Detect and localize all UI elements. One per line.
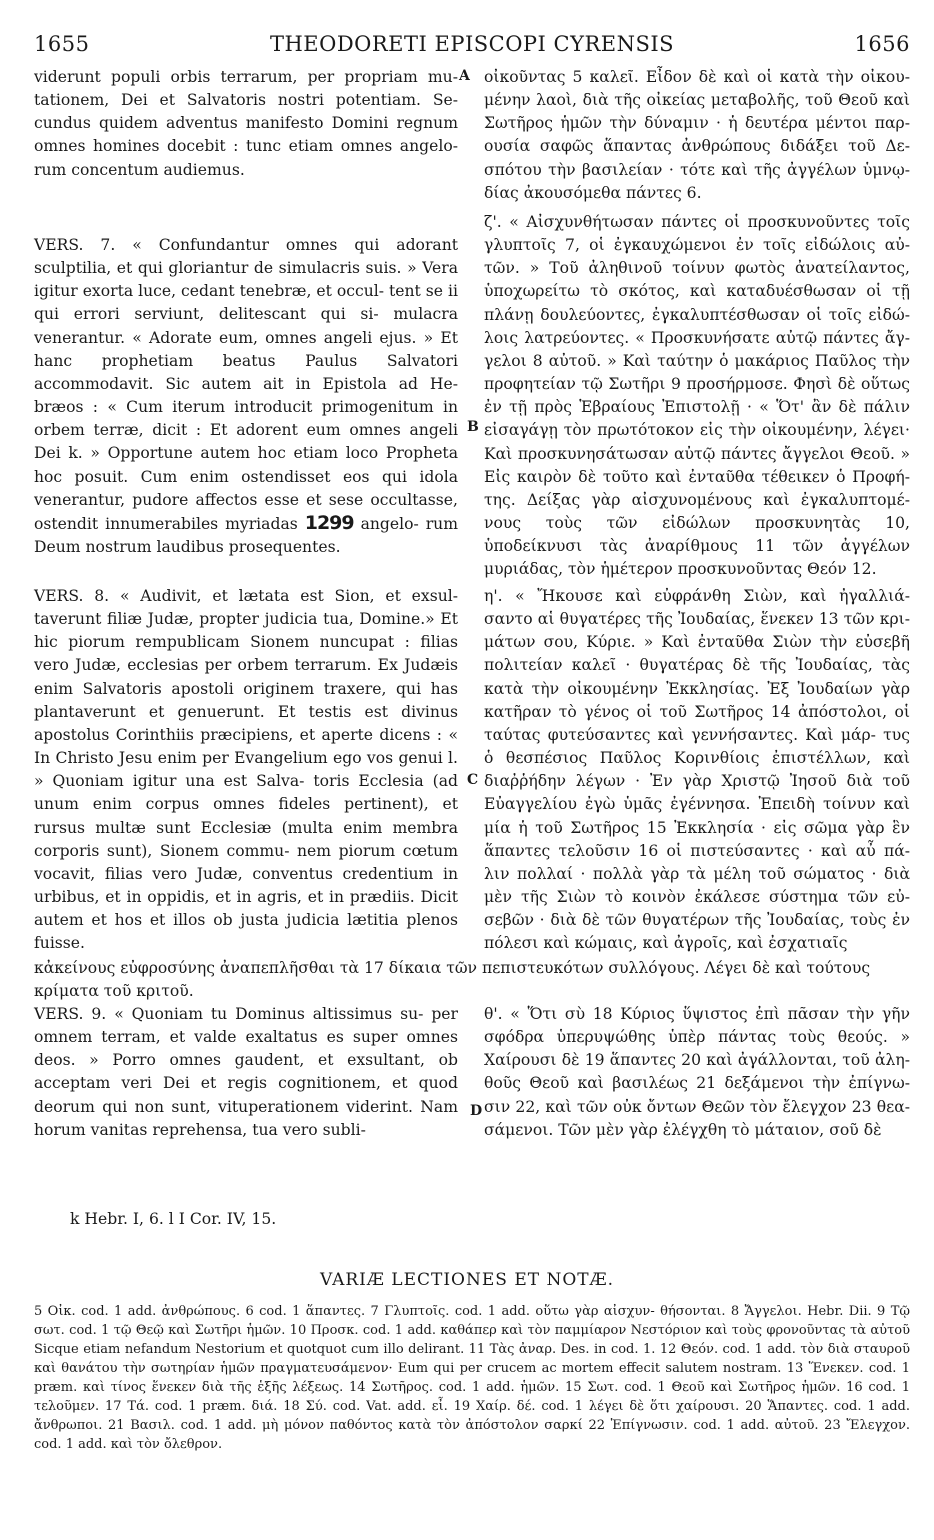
greek-text-4: θ'. « Ὅτι σὺ 18 Κύριος ὕψιστος ἐπὶ πᾶσαν τὴν γῆν σφόδρα ὑπερυψώθης ὑπὲρ πάντας τοὺς θεούς. » Χαίρουσι δὲ 19 ἅπαντες 20 καὶ ἀγάλλονται, τοῦ ἀλη- θοῦς Θεοῦ καὶ βασιλέως 21 δεξάμενοι τὴν ἐπίγνω- σιν 22, καὶ τῶν οὐκ ὄντων Θεῶν τὸν ἔλεγχον 23 θεα- σάμενοι. Τῶν μὲν γὰρ ἐλέγχθη τὸ μάταιον, σοῦ δὲ [484,1005,910,1139]
greek-full-width-line: κἀκείνους εὐφροσύνης ἀναπεπλῆσθαι τὰ 17 δίκαια τῶν πεπιστευκότων συλλόγους. Λέγει δὲ καὶ τούτους κρίματα τοῦ κριτοῦ. [34,959,871,1001]
margin-letter-d: D [470,1103,483,1119]
margin-letter-b: B [467,419,479,435]
greek-paragraph-2 [484,211,910,582]
running-title: THEODORETI EPISCOPI CYRENSIS [269,32,675,56]
latin-text-2 [34,234,458,559]
latin-text-4: VERS. 9. « Quoniam tu Dominus altissimus su- per omnem terram, et valde exaltatus es super omnes deos. » Porro omnes gaudent, et exsultant, ob acceptam veri Dei et regis cognitionem, et quod deorum qui non sunt, vituperationem viderint. Nam horum vanitas reprehensa, tua vero subli- [34,1005,458,1139]
variant-readings-notes: 5 Οἰκ. cod. 1 add. ἀνθρώπους. 6 cod. 1 ἅπαντες. 7 Γλυπτοῖς. cod. 1 add. οὕτω γὰρ αἰσχυν- θήσονται. 8 Ἄγγελοι. Hebr. Dii. 9 Τῷ σωτ. cod. 1 τῷ Θεῷ καὶ Σωτῆρι ἡμῶν. 10 Προσκ. cod. 1 add. καθάπερ καὶ τὸν παμμίαρον Νεστόριον καὶ τοὺς φρονοῦντας τὰ αὐτοῦ Sicque etiam nefandum Nestorium et quotquot cum illo delirant. 11 Τὰς ἀναρ. Des. in cod. 1. 12 Θεόν. cod. 1 add. τὸν διὰ σταυροῦ καὶ θανάτου τὴν σωτηρίαν ἡμῶν πραγματευσάμενον· Eum qui per crucem ac mortem effecit salutem nostram. 13 Ἕνεκεν. cod. 1 præm. καὶ τίνος ἕνεκεν διὰ τῆς ἑξῆς λέξεως. 14 Σωτῆρος. cod. 1 add. ἡμῶν. 15 Σωτ. cod. 1 Θεοῦ καὶ Σωτῆρος ἡμῶν. 16 cod. 1 τελοῦμεν. 17 Τά. cod. 1 præm. διά. 18 Σύ. cod. Vat. add. εἶ. 19 Χαίρ. δέ. cod. 1 λέγει δὲ ὅτι χαίρουσι. 20 Ἅπαντες. cod. 1 add. ἄνθρωποι. 21 Βασιλ. cod. 1 add. μὴ μόνον παθόντος κατὰ τὸν ἀπόστολον σαρκί 22 Ἐπίγνωσιν. cod. 1 add. αὐτοῦ. 23 Ἔλεγχον. cod. 1 add. καὶ τὸν ὄλεθρον. [34,1304,910,1452]
latin-text-2-body: VERS. 7. « Confundantur omnes qui adorant sculptilia, et qui gloriantur de simulacris suis. » Vera igitur exorta luce, cedant tenebræ, et occul- tent se ii qui errori serviunt, delitescant qui si- mulacra venerantur. « Adorate eum, omnes angeli ejus. » Et hanc prophetiam beatus Paulus Salvatori accommodavit. Sic autem ait in Epistola ad He- bræos : « Cum iterum introducit primogenitum in orbem terræ, dicit : Et adorent eum omnes angeli Dei k. » Opportune autem hoc etiam loco Propheta hoc posuit. Cum enim ostendisset eos qui idola venerantur, pudore affectos esse et sese occultasse, ostendit innumerabiles myriadas [34,236,458,533]
latin-paragraph-3 [34,585,458,956]
latin-text-1: viderunt populi orbis terrarum, per propriam mu- tationem, Dei et Salvatoris nostri potentiam. Se- cundus quidem adventus manifesto Domini regnum omnes homines docebit : tunc etiam omnes angelo- rum concentum audiemus. [34,68,458,179]
column-number-badge: 1299 [304,511,354,534]
margin-letter-c: C [467,772,479,788]
latin-text-2-end: angelo- rum Deum nostrum laudibus prosequentes. [34,514,458,557]
greek-text-3: η'. « Ἤκουσε καὶ εὐφράνθη Σιὼν, καὶ ἠγαλλιά- σαντο αἱ θυγατέρες τῆς Ἰουδαίας, ἕνεκεν 13 τῶν κρι- μάτων σου, Κύριε. » Καὶ ἐνταῦθα Σιὼν τὴν εὐσεβῆ πολιτείαν καλεῖ · θυγατέρας δὲ τῆς Ἰουδαίας, τὰς κατὰ τὴν οἰκουμένην Ἐκκλησίας. Ἐξ Ἰουδαίων γὰρ κατῆραν τὸ γένος οἱ τοῦ Σωτῆρος 14 ἀπόστολοι, οἱ ταύτας φυτεύσαντες καὶ γεννήσαντες. Καὶ μάρ- τυς ὁ θεσπέσιος Παῦλος Κορινθίοις ἐπιστέλλων, καὶ διαῤῥήδην λέγων · Ἐν γὰρ Χριστῷ Ἰησοῦ διὰ τοῦ Εὐαγγελίου ἐγὼ ὑμᾶς ἐγέννησα. Ἐπειδὴ τοίνυν καὶ μία ἡ τοῦ Σωτῆρος 15 Ἐκκλησία · εἰς σῶμα γὰρ ἓν ἅπαντες τελοῦσιν 16 οἱ πιστεύσαντες · καὶ αὖ πά- λιν πολλαί · πολλὰ γὰρ τὰ μέλη τοῦ σώματος · διὰ μὲν τῆς Σιὼν τὸ κοινὸν ἐκάλεσε σύστημα τῶν εὐ- σεβῶν · διὰ δὲ τῶν θυγατέρων τῆς Ἰουδαίας, τοὺς ἐν πόλεσι καὶ κώμαις, καὶ ἀγροῖς, καὶ ἐσχατιαῖς [484,587,910,953]
page-number-right: 1656 [854,32,910,56]
greek-paragraph-1 [484,66,910,205]
margin-letter-a: A [459,68,470,84]
latin-paragraph-1 [34,66,458,182]
latin-paragraph-2 [34,234,458,559]
page-header [34,32,910,62]
scripture-footnotes: k Hebr. I, 6. l I Cor. IV, 15. [70,1210,277,1228]
greek-text-2: ζ'. « Αἰσχυνθήτωσαν πάντες οἱ προσκυνοῦντες τοῖς γλυπτοῖς 7, οἱ ἐγκαυχώμενοι ἐν τοῖς εἰδώλοις αὐ- τῶν. » Τοῦ ἀληθινοῦ τοίνυν φωτὸς ἀνατείλαντος, ὑποχωρείτω τὸ σκότος, καὶ καταδυέσθωσαν οἱ τῇ πλάνῃ δουλεύοντες, ἐγκαλυπτέσθωσαν οἱ τοῖς εἰδώ- λοις λατρεύοντες. « Προσκυνήσατε αὐτῷ πάντες ἄγ- γελοι 8 αὐτοῦ. » Καὶ ταύτην ὁ μακάριος Παῦλος τὴν προφητείαν τῷ Σωτῆρι 9 προσήρμοσε. Φησὶ δὲ οὕτως ἐν τῇ πρὸς Ἑβραίους Ἐπιστολῇ · « Ὅτ' ἂν δὲ πάλιν εἰσαγάγῃ τὸν πρωτότοκον εἰς τὴν οἰκουμένην, λέγει· Καὶ προσκυνησάτωσαν αὐτῷ πάντες ἄγγελοι Θεοῦ. » Εἰς καιρὸν δὲ τοῦτο καὶ ἐνταῦθα τέθεικεν ὁ Προφή- της. Δείξας γὰρ αἰσχυνομένους καὶ ἐγκαλυπτομέ- νους τοὺς τῶν εἰδώλων προσκυνητὰς 10, ὑποδείκνυσι τὰς ἀναρίθμους 11 τῶν ἀγγέλων μυριάδας, τὸν ἡμέτερον προσκυνοῦντας Θεόν 12. [484,213,910,579]
page-number-left: 1655 [34,32,90,56]
greek-paragraph-4 [484,1003,910,1142]
latin-text-3: VERS. 8. « Audivit, et lætata est Sion, et exsul- taverunt filiæ Judæ, propter judicia tua, Domine.» Et hic piorum rempublicam Sionem nuncupat : filias vero Judæ, ecclesias per orbem terrarum. Ex Judæis enim Salvatoris apostoli originem traxere, qui has plantaverunt et genuerunt. Et testis est divinus apostolus Corinthiis præcipiens, et aperte dicens : « In Christo Jesu enim per Evangelium ego vos genui l. » Quoniam igitur una est Salva- toris Ecclesia (ad unum enim corpus omnes fideles pertinent), et rursus multæ sunt Ecclesiæ (multa enim membra corporis sunt), Sionem commu- nem piorum cœtum vocavit, filias vero Judæ, conventus credentium in urbibus, et in oppidis, et in agris, et in prædiis. Dicit autem et hos et illos ob justa judicia lætitia plenos fuisse. [34,587,458,953]
greek-paragraph-3 [484,585,910,956]
notes-title: VARIÆ LECTIONES ET NOTÆ. [319,1270,615,1290]
greek-text-1: οἰκοῦντας 5 καλεῖ. Εἶδον δὲ καὶ οἱ κατὰ τὴν οἰκου- μένην λαοὶ, διὰ τῆς οἰκείας μεταβολῆς, τοῦ Θεοῦ καὶ Σωτῆρος ἡμῶν τὴν δύναμιν · ἡ δευτέρα μέντοι παρ- ουσία σαφῶς ἅπαντας ἀνθρώπους διδάξει τοῦ Δε- σπότου τὴν βασιλείαν · τότε καὶ τῆς ἀγγέλων ὑμνῳ- δίας ἀκουσόμεθα πάντες 6. [484,68,910,202]
latin-paragraph-4 [34,1003,458,1142]
